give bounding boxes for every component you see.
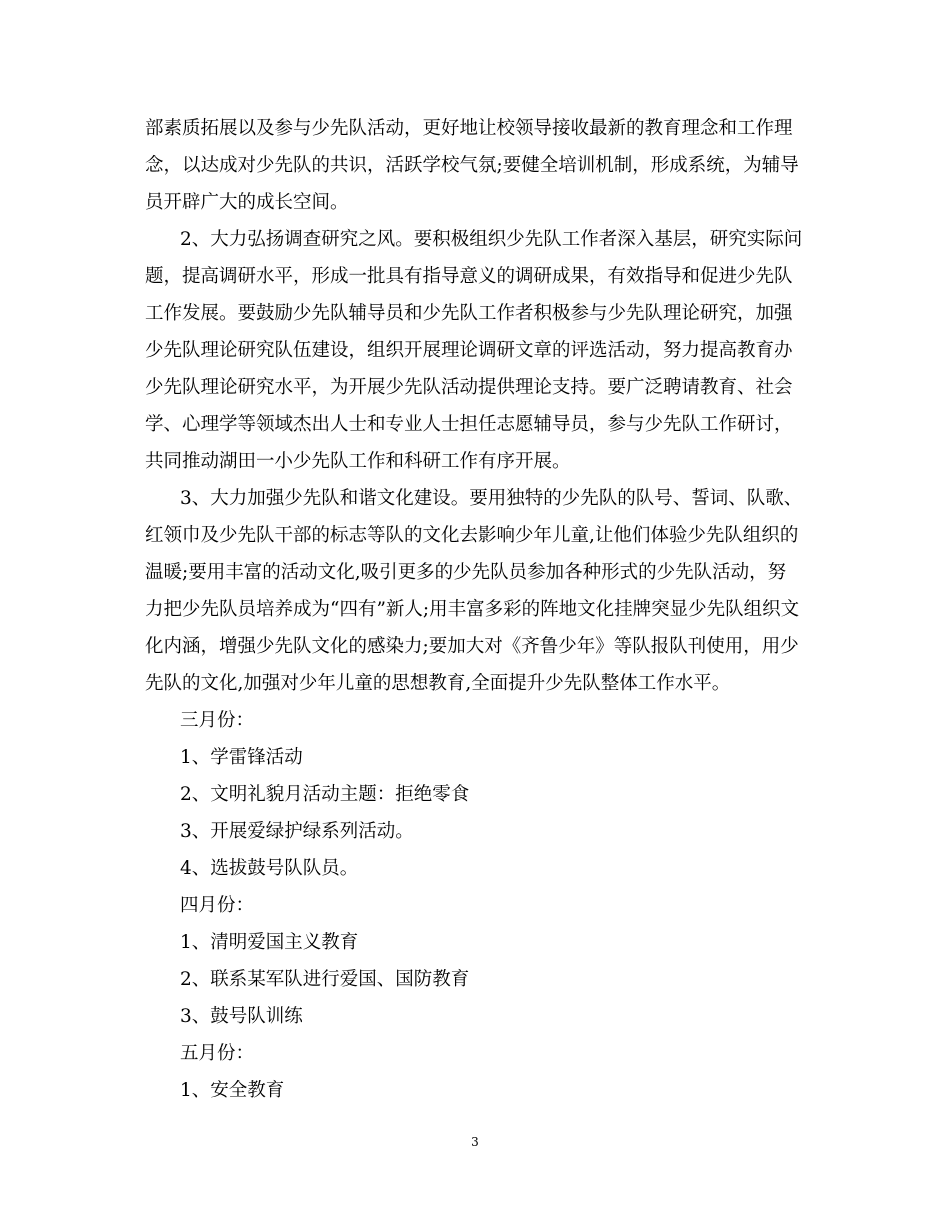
paragraph-line: 少先队理论研究队伍建设，组织开展理论调研文章的评选活动，努力提高教育办 [145,340,793,361]
list-item: 1、学雷锋活动 [180,747,303,768]
list-item: 1、安全教育 [180,1080,285,1101]
paragraph-line: 题，提高调研水平，形成一批具有指导意义的调研成果，有效指导和促进少先队 [145,266,793,287]
page-number: 3 [471,1135,479,1149]
paragraph-line: 部素质拓展以及参与少先队活动，更好地让校领导接收最新的教育理念和工作理 [145,118,793,139]
list-item: 3、开展爱绿护绿系列活动。 [180,821,414,842]
paragraph-line: 员开辟广大的成长空间。 [145,192,349,213]
paragraph-line: 共同推动湖田一小少先队工作和科研工作有序开展。 [145,451,571,472]
list-item: 3、鼓号队训练 [180,1006,303,1027]
paragraph-line: 温暖;要用丰富的活动文化,吸引更多的少先队员参加各种形式的少先队活动，努 [145,562,787,583]
paragraph-line: 学、心理学等领域杰出人士和专业人士担任志愿辅导员，参与少先队工作研讨， [145,414,793,435]
month-heading: 四月份： [180,895,255,916]
paragraph-line: 2、大力弘扬调查研究之风。要积极组织少先队工作者深入基层，研究实际问 [180,229,803,250]
paragraph-line: 力把少先队员培养成为“四有”新人;用丰富多彩的阵地文化挂牌突显少先队组织文 [145,599,800,620]
list-item: 2、联系某军队进行爱国、国防教育 [180,969,470,990]
paragraph-line: 先队的文化,加强对少年儿童的思想教育,全面提升少先队整体工作水平。 [145,673,731,694]
paragraph-line: 化内涵，增强少先队文化的感染力;要加大对《齐鲁少年》等队报队刊使用，用少 [145,636,799,657]
list-item: 4、选拔鼓号队队员。 [180,858,359,879]
paragraph-line: 念，以达成对少先队的共识，活跃学校气氛;要健全培训机制，形成系统，为辅导 [145,155,799,176]
month-heading: 五月份： [180,1043,255,1064]
paragraph-line: 少先队理论研究水平，为开展少先队活动提供理论支持。要广泛聘请教育、社会 [145,377,793,398]
paragraph-line: 3、大力加强少先队和谐文化建设。要用独特的少先队的队号、誓词、队歌、 [180,488,803,509]
list-item: 2、文明礼貌月活动主题：拒绝零食 [180,784,470,805]
paragraph-line: 工作发展。要鼓励少先队辅导员和少先队工作者积极参与少先队理论研究，加强 [145,303,793,324]
month-heading: 三月份： [180,710,255,731]
paragraph-line: 红领巾及少先队干部的标志等队的文化去影响少年儿童,让他们体验少先队组织的 [145,525,799,546]
list-item: 1、清明爱国主义教育 [180,932,359,953]
